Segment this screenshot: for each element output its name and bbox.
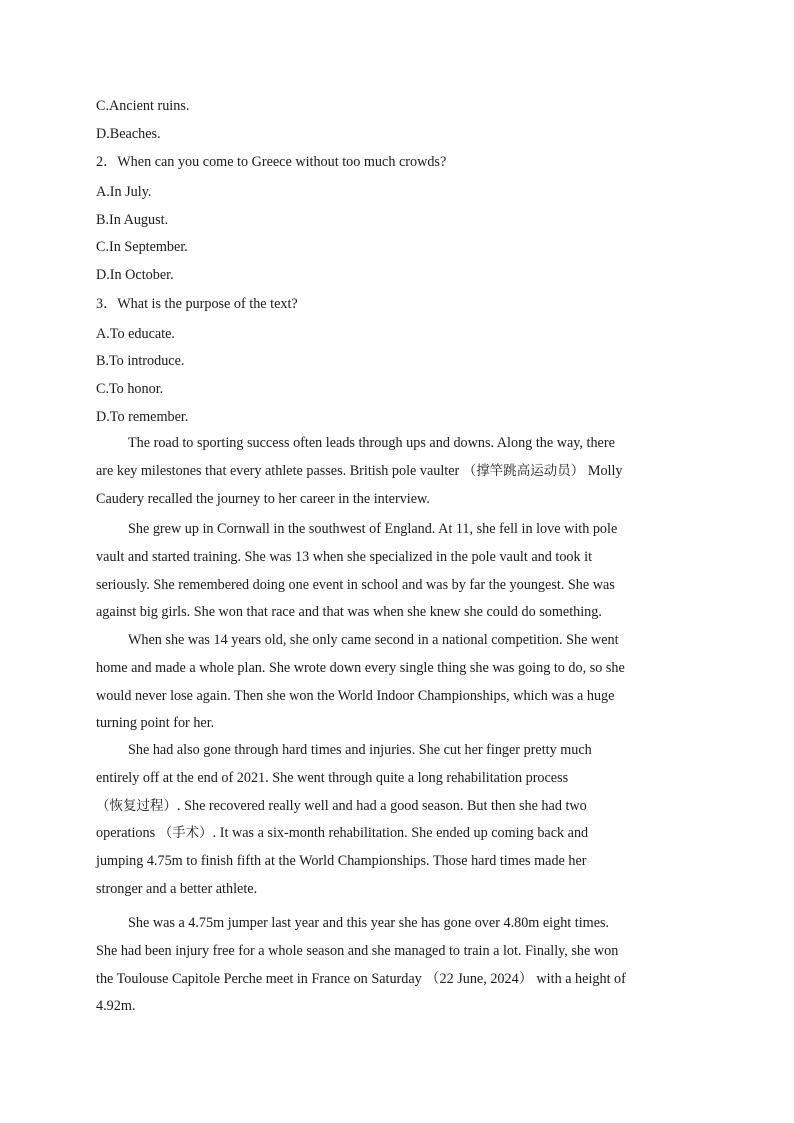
p4-line-2: entirely off at the end of 2021. She went through quite a long rehabilitation process	[96, 769, 569, 786]
p5-line-2: She had been injury free for a whole season and she managed to train a lot. Finally, she won	[96, 942, 619, 959]
p3-line-4: turning point for her.	[96, 715, 215, 732]
p4-line-4-text: . It was a six-month rehabilitation. She ended up coming back and	[212, 825, 589, 842]
p4-line-3-text: . She recovered really well and had a good season. But then she had two	[177, 797, 587, 814]
q2-question: 2．When can you come to Greece without too much crowds?	[96, 154, 447, 170]
p3-line-1: When she was 14 years old, she only came second in a national competition. She went	[128, 632, 619, 648]
passage-paragraph-4	[96, 737, 700, 904]
q1-option-c: C.Ancient ruins.	[96, 98, 190, 114]
p4-line-3	[96, 793, 700, 821]
p1-line-1: The road to sporting success often leads through ups and downs. Along the way, there	[128, 435, 615, 451]
p4-line-5: jumping 4.75m to finish fifth at the World Championships. Those hard times made her	[96, 853, 587, 870]
p1-chinese-gloss: （撑竿跳高运动员）	[462, 462, 585, 479]
q2-option-a: A.In July.	[96, 184, 152, 200]
passage-paragraph-5	[96, 910, 700, 1021]
p1-line-3: Caudery recalled the journey to her career in the interview.	[96, 490, 430, 507]
p1-line-2-end: Molly	[584, 462, 623, 479]
passage-paragraph-1	[96, 430, 700, 513]
q1-option-d: D.Beaches.	[96, 126, 161, 142]
p3-line-3: would never lose again. Then she won the World Indoor Championships, which was a huge	[96, 687, 615, 704]
q3-option-c: C.To honor.	[96, 381, 164, 397]
passage-paragraph-2	[96, 516, 700, 627]
p4-line-1: She had also gone through hard times and injuries. She cut her finger pretty much	[128, 742, 592, 758]
p1-line-2-text: are key milestones that every athlete passes. British pole vaulter	[96, 462, 463, 479]
p5-line-1: She was a 4.75m jumper last year and this year she has gone over 4.80m eight times.	[128, 915, 610, 931]
p5-line-4: 4.92m.	[96, 998, 136, 1015]
q3-question: 3．What is the purpose of the text?	[96, 296, 298, 312]
q2-option-c: C.In September.	[96, 239, 188, 255]
q3-option-a: A.To educate.	[96, 326, 175, 342]
p4-chinese-gloss-1: （恢复过程）	[96, 797, 177, 814]
p2-line-4: against big girls. She won that race and that was when she knew she could do something.	[96, 604, 602, 621]
p2-line-1: She grew up in Cornwall in the southwest of England. At 11, she fell in love with pole	[128, 521, 618, 537]
q2-option-b: B.In August.	[96, 212, 169, 228]
p4-line-6: stronger and a better athlete.	[96, 880, 258, 897]
p1-line-2	[96, 458, 700, 486]
p4-line-4	[96, 820, 700, 848]
q2-option-d: D.In October.	[96, 267, 174, 283]
passage-paragraph-3	[96, 627, 700, 738]
q3-option-b: B.To introduce.	[96, 353, 185, 369]
p2-line-2: vault and started training. She was 13 when she specialized in the pole vault and took it	[96, 548, 593, 565]
p4-line-4-start: operations	[96, 825, 159, 842]
p3-line-2: home and made a whole plan. She wrote down every single thing she was going to do, so she	[96, 659, 625, 676]
p4-chinese-gloss-2: （手术）	[158, 825, 213, 842]
p2-line-3: seriously. She remembered doing one event in school and was by far the youngest. She was	[96, 576, 615, 593]
q3-option-d: D.To remember.	[96, 409, 189, 425]
p5-line-3: the Toulouse Capitole Perche meet in France on Saturday （22 June, 2024） with a height of	[96, 970, 626, 987]
